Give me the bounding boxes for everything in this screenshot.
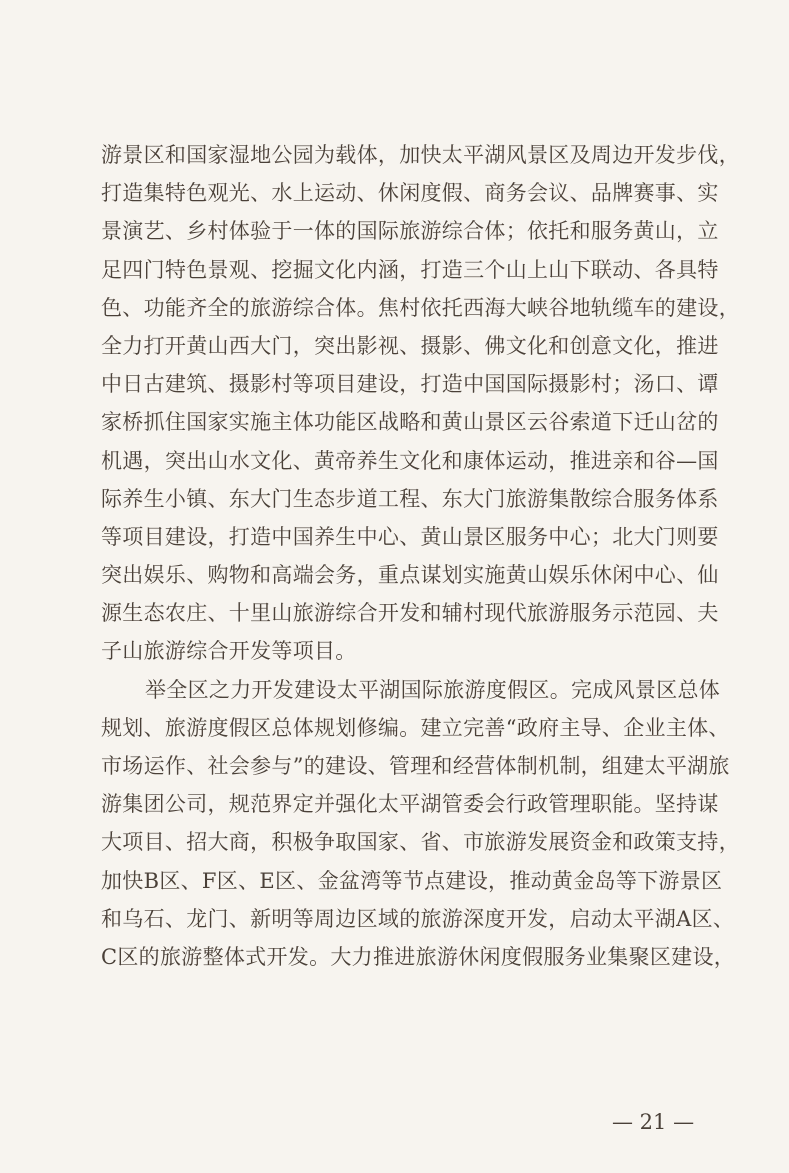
text-line: 打造集特色观光、水上运动、休闲度假、商务会议、品牌赛事、实 <box>101 181 719 206</box>
text-line: 游景区和国家湿地公园为载体，加快太平湖风景区及周边开发步伐， <box>101 143 740 167</box>
body-text <box>101 136 740 976</box>
text-line: 举全区之力开发建设太平湖国际旅游度假区。完成风景区总体 <box>145 677 721 702</box>
text-line: 全力打开黄山西大门，突出影视、摄影、佛文化和创意文化，推进 <box>101 333 719 358</box>
text-line: 家桥抓住国家实施主体功能区战略和黄山景区云谷索道下迁山岔的 <box>101 410 719 435</box>
text-line: 机遇，突出山水文化、黄帝养生文化和康体运动，推进亲和谷—国 <box>101 448 719 473</box>
paragraph-2 <box>101 671 740 977</box>
text-line: 规划、旅游度假区总体规划修编。建立完善“政府主导、企业主体、 <box>101 715 730 740</box>
text-line: 源生态农庄、十里山旅游综合开发和辅村现代旅游服务示范园、夫 <box>101 601 719 626</box>
text-line: 色、功能齐全的旅游综合体。焦村依托西海大峡谷地轨缆车的建设， <box>101 295 740 320</box>
paragraph-1 <box>101 136 740 671</box>
page-number: — 21 — <box>612 1110 695 1134</box>
text-line: 子山旅游综合开发等项目。 <box>101 639 357 664</box>
text-line: 突出娱乐、购物和高端会务，重点谋划实施黄山娱乐休闲中心、仙 <box>101 563 719 588</box>
text-line: 景演艺、乡村体验于一体的国际旅游综合体；依托和服务黄山，立 <box>101 219 719 244</box>
text-line: 际养生小镇、东大门生态步道工程、东大门旅游集散综合服务体系 <box>101 486 719 511</box>
text-line: 等项目建设，打造中国养生中心、黄山景区服务中心；北大门则要 <box>101 524 719 549</box>
text-line: 和乌石、龙门、新明等周边区域的旅游深度开发，启动太平湖A区、 <box>101 906 735 931</box>
text-line: 大项目、招大商，积极争取国家、省、市旅游发展资金和政策支持， <box>101 830 740 855</box>
text-line: 游集团公司，规范界定并强化太平湖管委会行政管理职能。坚持谋 <box>101 792 719 817</box>
text-line: 市场运作、社会参与”的建设、管理和经营体制机制，组建太平湖旅 <box>101 754 730 778</box>
text-line: 中日古建筑、摄影村等项目建设，打造中国国际摄影村；汤口、谭 <box>101 372 719 397</box>
text-line: C区的旅游整体式开发。大力推进旅游休闲度假服务业集聚区建设， <box>101 944 736 969</box>
text-line: 足四门特色景观、挖掘文化内涵，打造三个山上山下联动、各具特 <box>101 257 719 282</box>
text-line: 加快B区、F区、E区、金盆湾等节点建设，推动黄金岛等下游景区 <box>101 868 723 893</box>
